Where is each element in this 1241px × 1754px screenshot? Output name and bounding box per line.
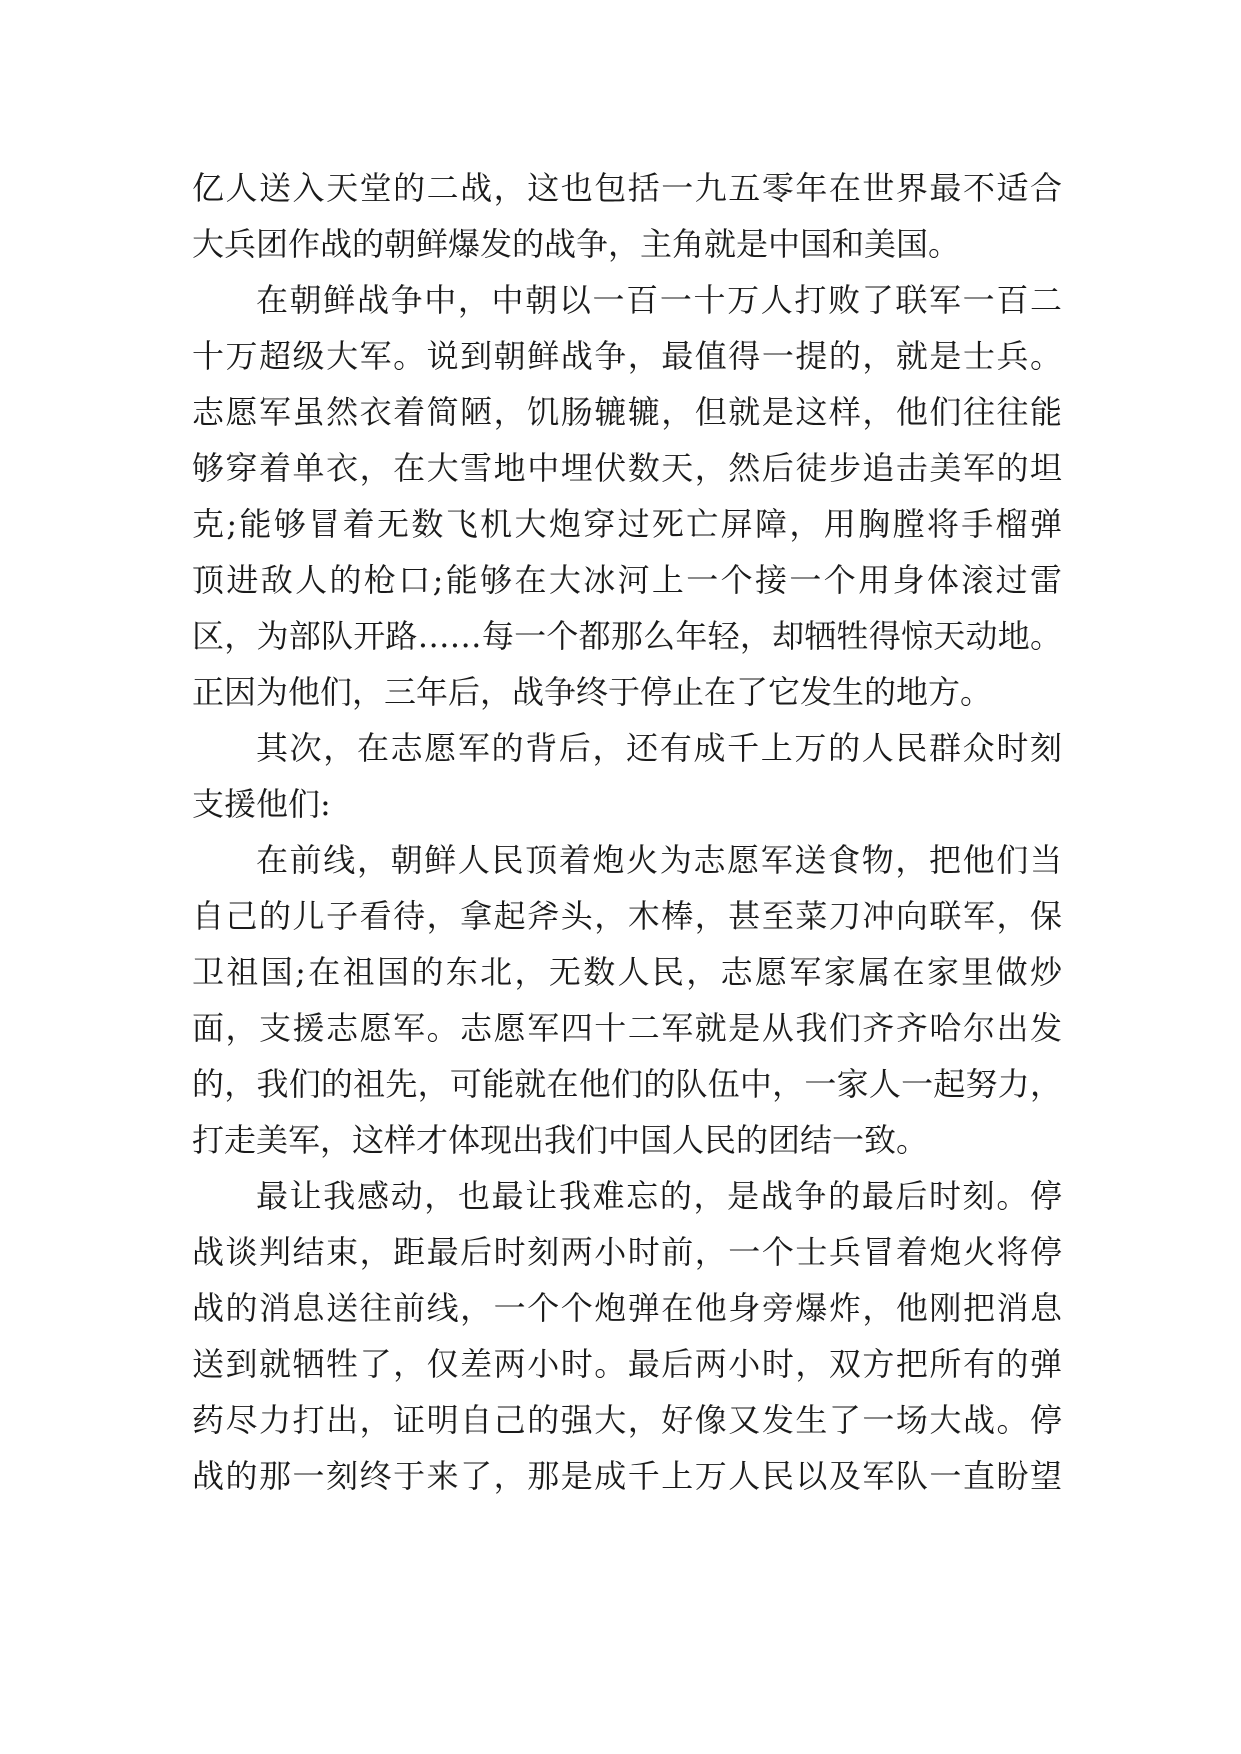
text-line: 正因为他们，三年后，战争终于停止在了它发生的地方。 [192, 673, 993, 711]
paragraph-first-line: 在前线，朝鲜人民顶着炮火为志愿军送食物，把他们当 [256, 841, 1062, 879]
body-text [192, 160, 1062, 1504]
text-line: 区，为部队开路……每一个都那么年轻，却牺牲得惊天动地。 [192, 617, 1062, 655]
paragraph-first-line: 其次，在志愿军的背后，还有成千上万的人民群众时刻 [256, 729, 1062, 767]
text-line: 面，支援志愿军。志愿军四十二军就是从我们齐齐哈尔出发 [192, 1009, 1062, 1047]
paragraph-first-line: 最让我感动，也最让我难忘的，是战争的最后时刻。停 [256, 1177, 1062, 1215]
text-line: 自己的儿子看待，拿起斧头，木棒，甚至菜刀冲向联军，保 [192, 897, 1062, 935]
text-line: 支援他们: [192, 785, 331, 823]
text-line: 十万超级大军。说到朝鲜战争，最值得一提的，就是士兵。 [192, 337, 1062, 375]
paragraph-first-line: 在朝鲜战争中，中朝以一百一十万人打败了联军一百二 [256, 281, 1062, 319]
text-line: 克;能够冒着无数飞机大炮穿过死亡屏障，用胸膛将手榴弹 [192, 505, 1062, 543]
text-line: 大兵团作战的朝鲜爆发的战争，主角就是中国和美国。 [192, 225, 961, 263]
text-line: 志愿军虽然衣着简陋，饥肠辘辘，但就是这样，他们往往能 [192, 393, 1062, 431]
text-line: 顶进敌人的枪口;能够在大冰河上一个接一个用身体滚过雷 [192, 561, 1062, 599]
text-line: 亿人送入天堂的二战，这也包括一九五零年在世界最不适合 [192, 169, 1062, 207]
text-line: 战的消息送往前线，一个个炮弹在他身旁爆炸，他刚把消息 [192, 1289, 1062, 1327]
text-line: 够穿着单衣，在大雪地中埋伏数天，然后徒步追击美军的坦 [192, 449, 1062, 487]
text-line: 卫祖国;在祖国的东北，无数人民，志愿军家属在家里做炒 [192, 953, 1062, 991]
text-line: 战谈判结束，距最后时刻两小时前，一个士兵冒着炮火将停 [192, 1233, 1062, 1271]
text-line: 的，我们的祖先，可能就在他们的队伍中，一家人一起努力， [192, 1065, 1062, 1103]
text-line: 打走美军，这样才体现出我们中国人民的团结一致。 [192, 1121, 929, 1159]
text-line: 战的那一刻终于来了，那是成千上万人民以及军队一直盼望 [192, 1457, 1062, 1495]
text-line: 送到就牺牲了，仅差两小时。最后两小时，双方把所有的弹 [192, 1345, 1062, 1383]
text-line: 药尽力打出，证明自己的强大，好像又发生了一场大战。停 [192, 1401, 1062, 1439]
